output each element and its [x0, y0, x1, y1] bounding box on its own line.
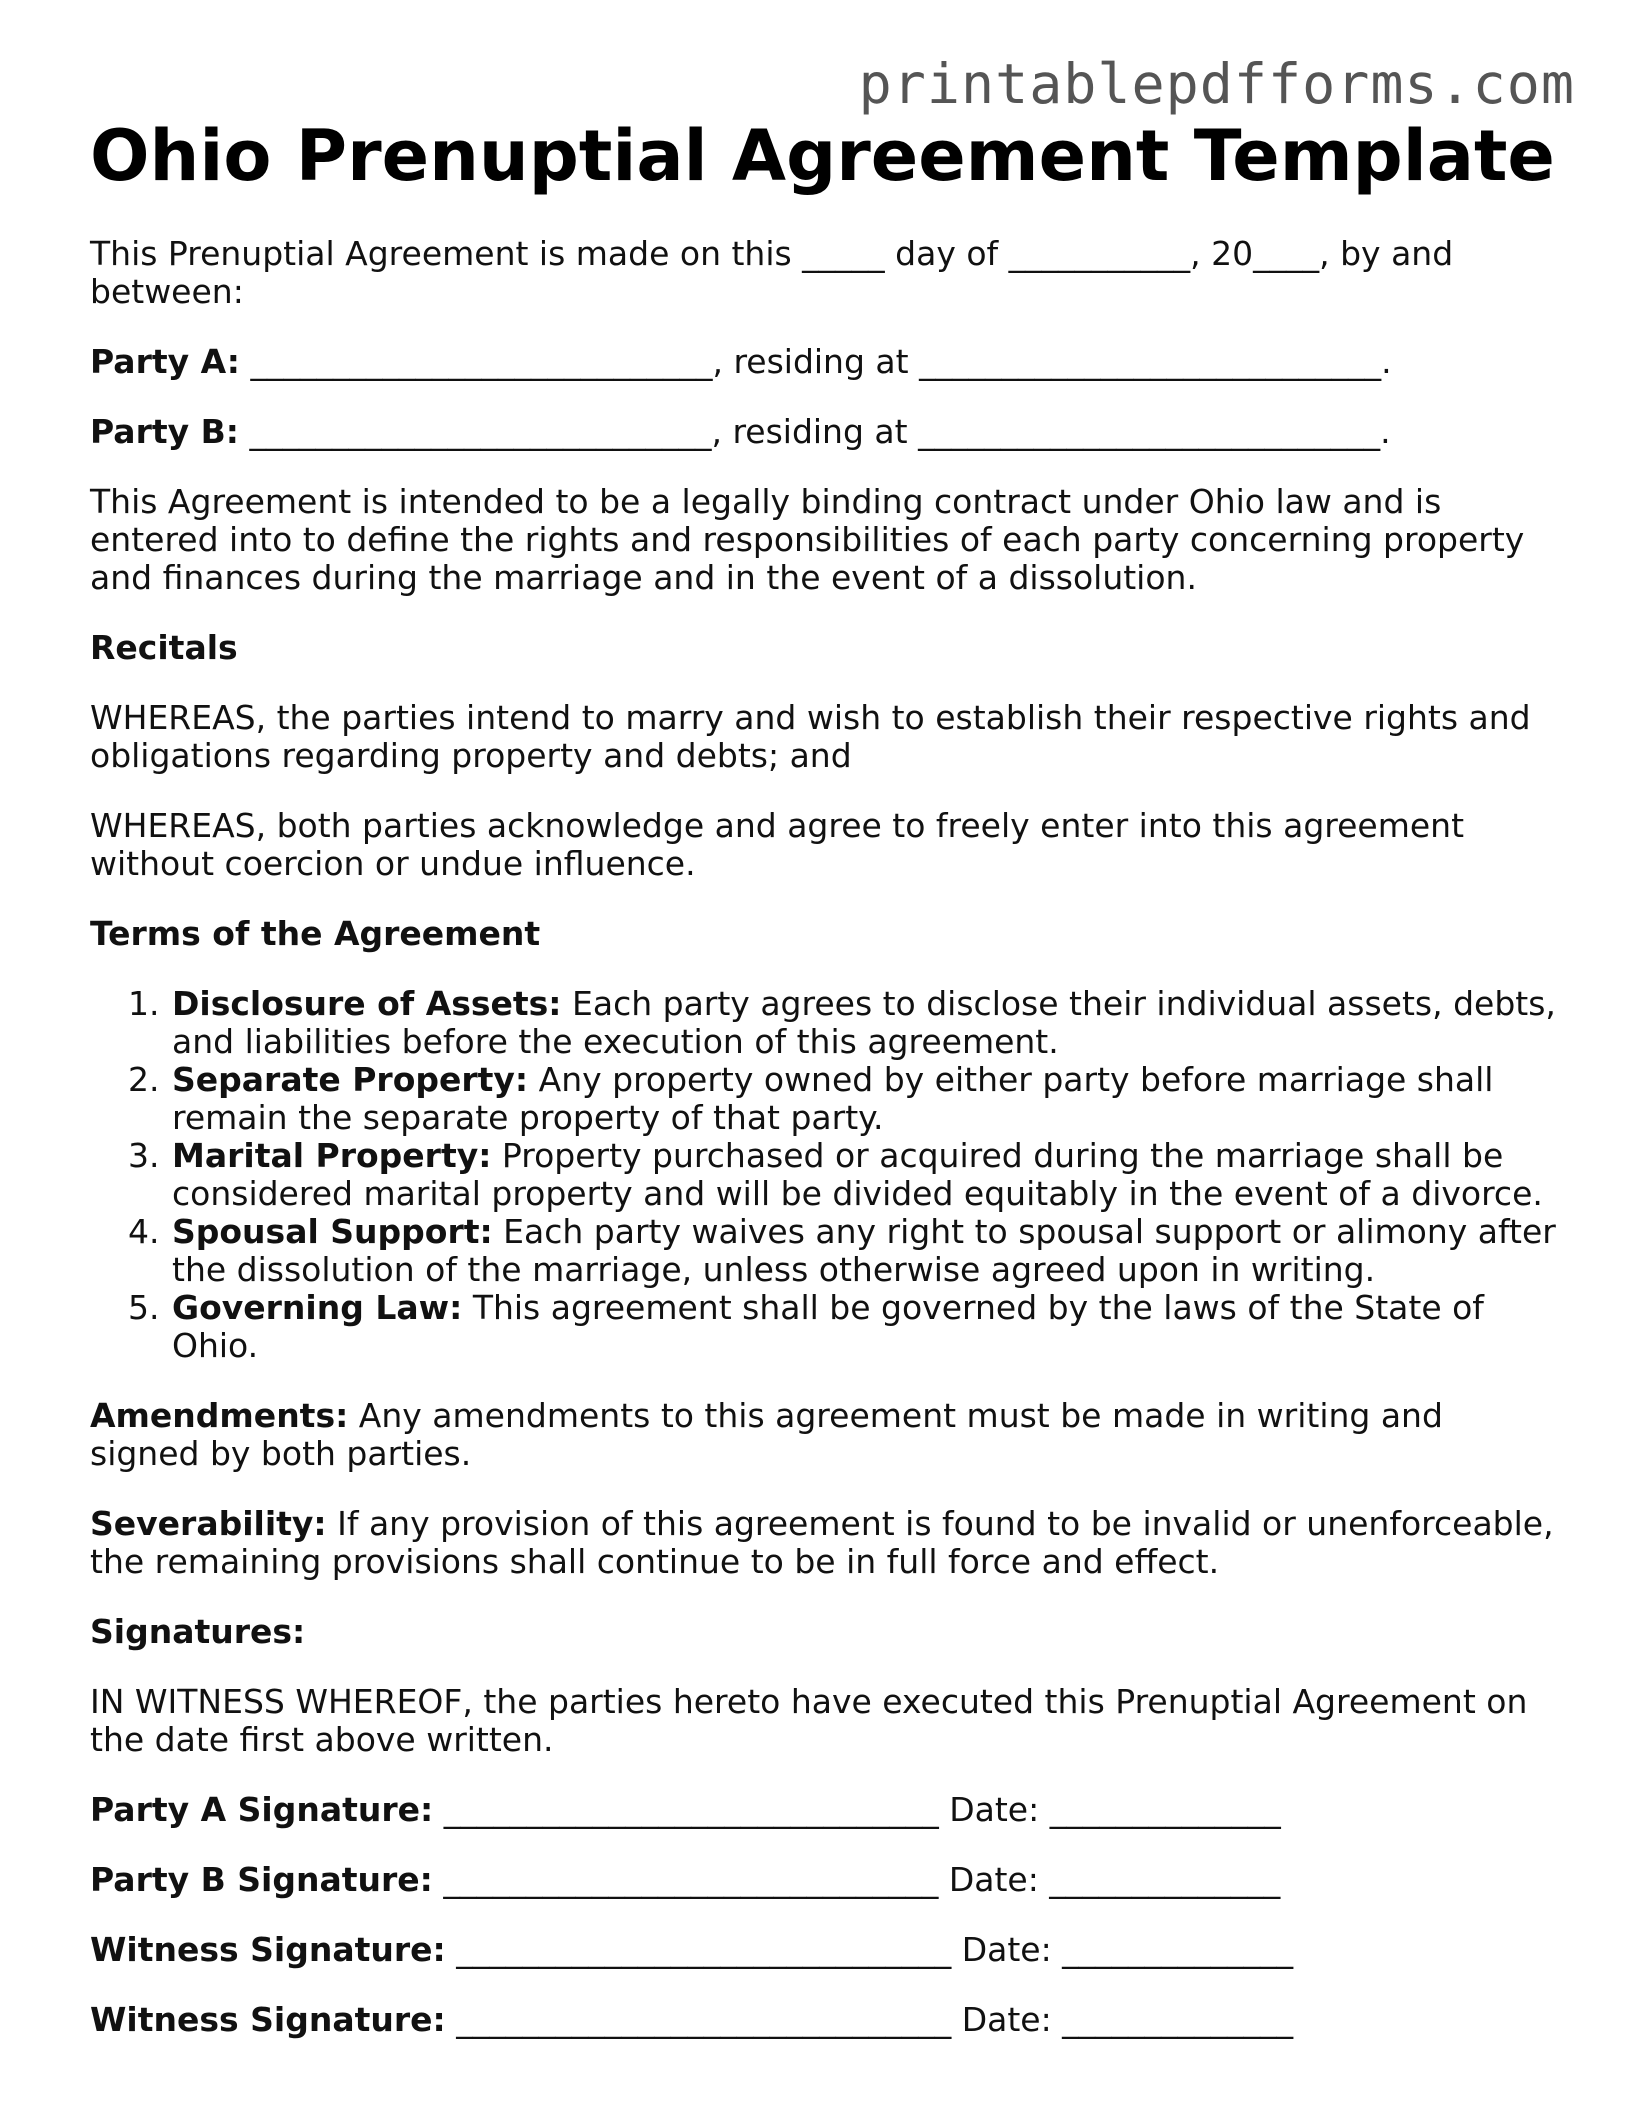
list-item [170, 985, 1560, 1061]
signature-fields: ______________________________ Date: ______________ [445, 1929, 1294, 1969]
severability-text: If any provision of this agreement is found to be invalid or unenforceable, the remaining provisions shall continue to be in full force and effect. [90, 1503, 1554, 1581]
whereas-paragraph-2: WHEREAS, both parties acknowledge and agree to freely enter into this agreement without coercion or undue influence. [90, 805, 1465, 883]
recitals-heading [90, 629, 1560, 667]
recitals-heading-text: Recitals [90, 627, 238, 667]
list-item [170, 1213, 1560, 1289]
witness-clause: IN WITNESS WHEREOF, the parties hereto have executed this Prenuptial Agreement on the date first above written. [90, 1681, 1528, 1759]
party-a-fields: ____________________________, residing at ____________________________. [239, 341, 1392, 381]
severability-label: Severability: [90, 1503, 327, 1543]
witness-signature-line-1 [90, 1931, 1560, 1969]
signatures-heading-text: Signatures: [90, 1611, 306, 1651]
whereas-paragraph-1: WHEREAS, the parties intend to marry and wish to establish their respective rights and obligations regarding property and debts; and [90, 697, 1531, 775]
party-b-line [90, 413, 1560, 451]
severability-paragraph [90, 1505, 1560, 1581]
term-text: Each party agrees to disclose their individual assets, debts, and liabilities before the execution of this agreement. [172, 983, 1556, 1061]
term-text: This agreement shall be governed by the laws of the State of Ohio. [172, 1287, 1484, 1365]
amendments-paragraph [90, 1397, 1560, 1473]
party-a-label: Party A: [90, 341, 240, 381]
signatures-heading [90, 1613, 1560, 1651]
term-text: Any property owned by either party before marriage shall remain the separate property of that party. [172, 1059, 1494, 1137]
list-item [170, 1137, 1560, 1213]
term-label: Disclosure of Assets: [172, 983, 562, 1023]
signature-label: Party A Signature: [90, 1789, 434, 1829]
term-label: Separate Property: [172, 1059, 529, 1099]
amendments-label: Amendments: [90, 1395, 349, 1435]
signature-label: Party B Signature: [90, 1859, 433, 1899]
intro-paragraph: This Prenuptial Agreement is made on this _____ day of ___________, 20____, by and between: [90, 233, 1454, 311]
document-page [90, 116, 1560, 2039]
list-item [170, 1289, 1560, 1365]
party-a-signature-line [90, 1791, 1560, 1829]
terms-list [90, 985, 1560, 1365]
signature-fields: ______________________________ Date: ______________ [432, 1859, 1281, 1899]
term-text: Each party waives any right to spousal support or alimony after the dissolution of the marriage, unless otherwise agreed upon in writing. [172, 1211, 1556, 1289]
amendments-text: Any amendments to this agreement must be made in writing and signed by both parties. [90, 1395, 1443, 1473]
watermark: printablepdfforms.com [858, 52, 1575, 116]
party-b-fields: ____________________________, residing at ____________________________. [238, 411, 1391, 451]
signature-fields: ______________________________ Date: ______________ [445, 1999, 1294, 2039]
terms-heading [90, 915, 1560, 953]
term-label: Spousal Support: [172, 1211, 493, 1251]
terms-heading-text: Terms of the Agreement [90, 913, 541, 953]
witness-signature-line-2 [90, 2001, 1560, 2039]
signature-label: Witness Signature: [90, 1999, 446, 2039]
term-label: Governing Law: [172, 1287, 463, 1327]
page-title: Ohio Prenuptial Agreement Template [90, 115, 1555, 197]
party-b-signature-line [90, 1861, 1560, 1899]
signature-label: Witness Signature: [90, 1929, 446, 1969]
list-item [170, 1061, 1560, 1137]
term-text: Property purchased or acquired during the marriage shall be considered marital property and will be divided equitably in the event of a divorce. [172, 1135, 1543, 1213]
signature-fields: ______________________________ Date: ______________ [433, 1789, 1281, 1829]
purpose-paragraph: This Agreement is intended to be a legally binding contract under Ohio law and is entered into to define the rights and responsibilities of each party concerning property and finances during the marriage and in the event of a dissolution. [90, 481, 1525, 597]
party-b-label: Party B: [90, 411, 239, 451]
term-label: Marital Property: [172, 1135, 492, 1175]
party-a-line [90, 343, 1560, 381]
